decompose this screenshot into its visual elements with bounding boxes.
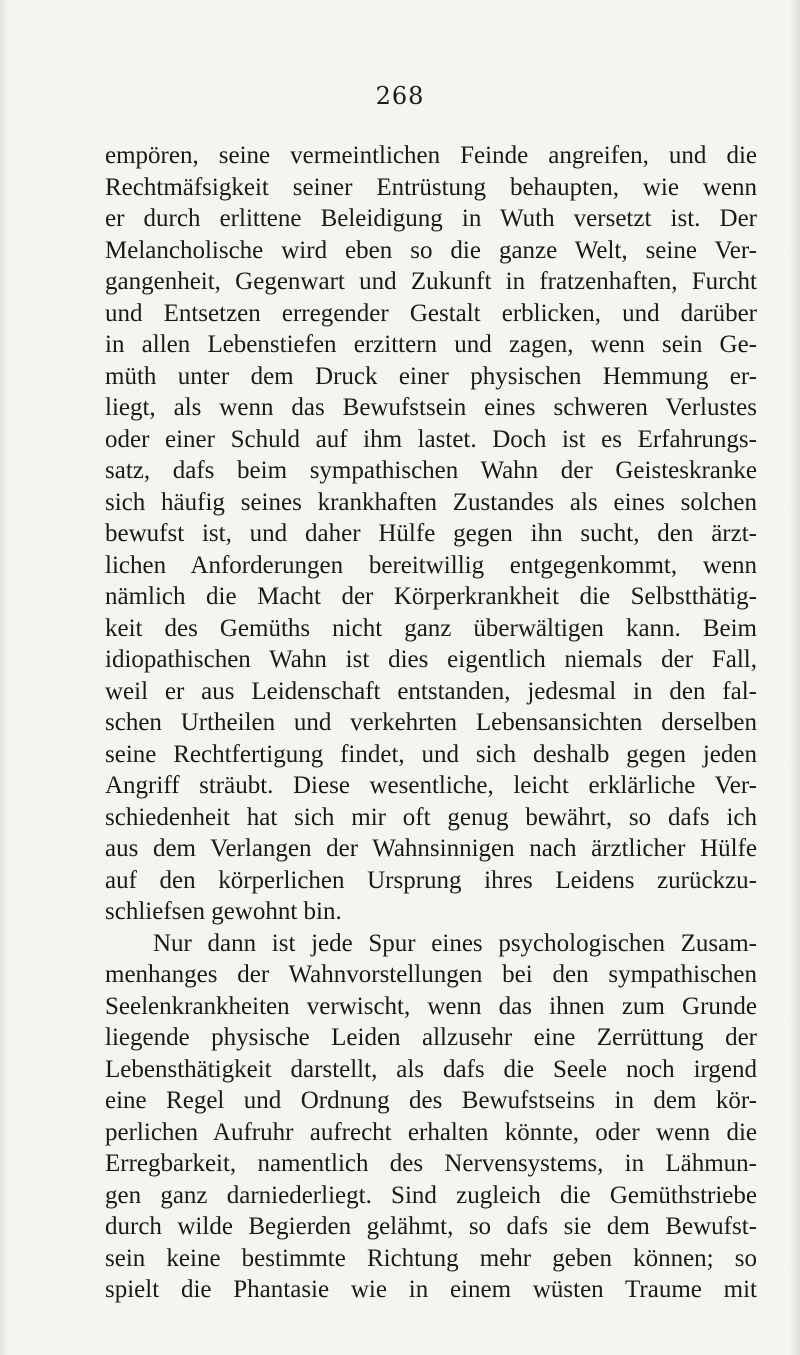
paragraph-start-line: Nur dann ist jede Spur eines psychologischen Zusam- [153, 929, 757, 957]
text-line: gen ganz darniederliegt. Sind zugleich die Gemüthstriebe [105, 1181, 757, 1209]
text-line: Lebensthätigkeit darstellt, als dafs die Seele noch irgend [105, 1055, 757, 1083]
text-line: lichen Anforderungen bereitwillig entgegenkommt, wenn [105, 551, 757, 579]
page-number: 268 [375, 82, 425, 110]
text-line: bewufst ist, und daher Hülfe gegen ihn sucht, den ärzt- [105, 520, 757, 547]
text-line: sein keine bestimmte Richtung mehr geben können; so [105, 1244, 757, 1272]
text-line: schiedenheit hat sich mir oft genug bewährt, so dafs ich [105, 803, 757, 831]
text-line: oder einer Schuld auf ihm lastet. Doch ist es Erfahrungs- [105, 425, 757, 453]
text-line: menhanges der Wahnvorstellungen bei den sympathischen [105, 961, 757, 988]
body-text [105, 140, 757, 1306]
text-line: sich häufig seines krankhaften Zustandes als eines solchen [105, 488, 757, 516]
text-line: nämlich die Macht der Körperkrankheit die Selbstthätig- [105, 583, 757, 610]
text-line: in allen Lebenstiefen erzittern und zagen, wenn sein Ge- [105, 331, 757, 358]
text-line: liegt, als wenn das Bewufstsein eines schweren Verlustes [105, 394, 757, 421]
text-line: empören, seine vermeintlichen Feinde angreifen, und die [105, 142, 757, 169]
text-line: perlichen Aufruhr aufrecht erhalten könnte, oder wenn die [105, 1118, 757, 1146]
text-line: Erregbarkeit, namentlich des Nervensystems, in Lähmun- [105, 1150, 757, 1177]
text-line: durch wilde Begierden gelähmt, so dafs sie dem Bewufst- [105, 1213, 757, 1240]
text-line: müth unter dem Druck einer physischen Hemmung er- [105, 362, 757, 390]
text-line: er durch erlittene Beleidigung in Wuth versetzt ist. Der [105, 205, 757, 232]
text-line: spielt die Phantasie wie in einem wüsten Traume mit [105, 1276, 757, 1303]
page-edge-left [0, 0, 8, 1355]
text-line: auf den körperlichen Ursprung ihres Leidens zurückzu- [105, 866, 757, 894]
text-line: Seelenkrankheiten verwischt, wenn das ihnen zum Grunde [105, 992, 757, 1020]
text-line: satz, dafs beim sympathischen Wahn der Geisteskranke [105, 457, 757, 484]
text-line: schen Urtheilen und verkehrten Lebensansichten derselben [105, 709, 757, 736]
page-edge-right [790, 0, 800, 1355]
text-line: seine Rechtfertigung findet, und sich deshalb gegen jeden [105, 740, 757, 768]
text-line: eine Regel und Ordnung des Bewufstseins in dem kör- [105, 1087, 757, 1114]
text-line: aus dem Verlangen der Wahnsinnigen nach ärztlicher Hülfe [105, 835, 757, 862]
text-line: weil er aus Leidenschaft entstanden, jedesmal in den fal- [105, 677, 757, 705]
text-line: liegende physische Leiden allzusehr eine Zerrüttung der [105, 1024, 757, 1051]
text-line: Melancholische wird eben so die ganze Welt, seine Ver- [105, 236, 757, 264]
text-line: idiopathischen Wahn ist dies eigentlich niemals der Fall, [105, 646, 757, 673]
text-line: und Entsetzen erregender Gestalt erblicken, und darüber [105, 299, 757, 327]
text-line: Angriff sträubt. Diese wesentliche, leicht erklärliche Ver- [105, 772, 757, 799]
text-line: Rechtmäfsigkeit seiner Entrüstung behaupten, wie wenn [105, 173, 757, 201]
text-line: gangenheit, Gegenwart und Zukunft in fratzenhaften, Furcht [105, 268, 757, 295]
paragraph-end-line: schliefsen gewohnt bin. [105, 898, 342, 925]
text-line: keit des Gemüths nicht ganz überwältigen kann. Beim [105, 614, 757, 642]
